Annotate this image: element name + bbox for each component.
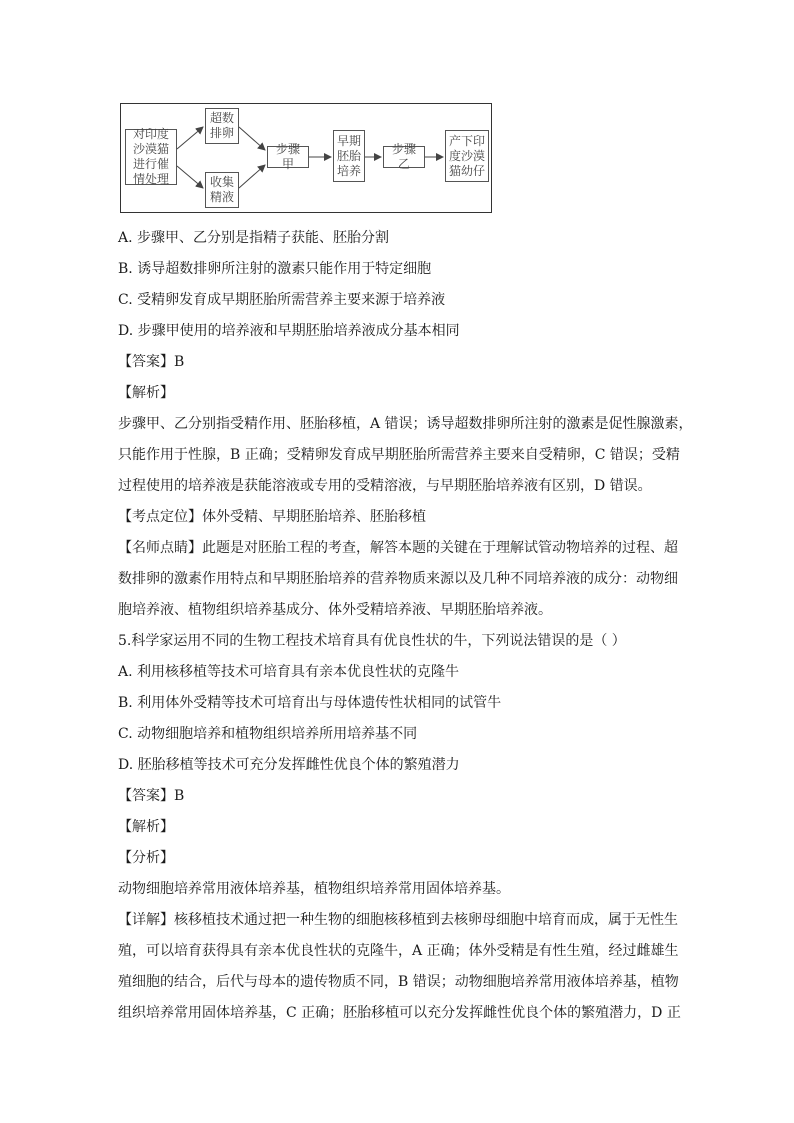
process-flow-diagram [120,103,492,213]
q4-option-d: D. 步骤甲使用的培养液和早期胚胎培养液成分基本相同 [118,323,460,339]
q5-analysis-title: 【解析】 [118,819,174,835]
q5-fenxi-title: 【分析】 [118,850,174,866]
q4-analysis-line-2: 只能作用于性腺，B 正确；受精卵发育成早期胚胎所需营养主要来自受精卵，C 错误；受精 [118,447,680,463]
q5-answer: 【答案】B [118,788,185,804]
box-kitten-birth: 产下印度沙漠猫幼仔 [445,130,489,182]
q4-analysis-line-1: 步骤甲、乙分别指受精作用、胚胎移植，A 错误；诱导超数排卵所注射的激素是促性腺激素， [118,416,693,432]
q4-mingshi-line-1: 【名师点睛】此题是对胚胎工程的考查，解答本题的关键在于理解试管动物培养的过程、超 [118,540,678,556]
q4-analysis-title: 【解析】 [118,385,174,401]
arrow-2-4 [239,127,265,150]
box-collect-semen: 收集精液 [205,172,239,208]
q4-analysis-line-3: 过程使用的培养液是获能溶液或专用的受精溶液，与早期胚胎培养液有区别，D 错误。 [118,478,652,494]
q5-fenxi-text: 动物细胞培养常用液体培养基，植物组织培养常用固体培养基。 [118,881,510,897]
box-early-embryo-culture: 早期胚胎培养 [333,130,365,182]
arrow-1-2 [177,127,203,149]
q5-stem: 5.科学家运用不同的生物工程技术培育具有优良性状的牛，下列说法错误的是（ ） [118,633,626,649]
q4-mingshi-line-2: 数排卵的激素作用特点和早期胚胎培养的营养物质来源以及几种不同培养液的成分：动物细 [118,571,678,587]
q4-option-c: C. 受精卵发育成早期胚胎所需营养主要来源于培养液 [118,292,446,308]
q5-xiangjie-line-1: 【详解】核移植技术通过把一种生物的细胞核移植到去核卵母细胞中培育而成，属于无性生 [118,912,678,928]
q4-mingshi-line-3: 胞培养液、植物组织培养基成分、体外受精培养液、早期胚胎培养液。 [118,602,552,618]
q5-option-b: B. 利用体外受精等技术可培育出与母体遗传性状相同的试管牛 [118,695,502,711]
q4-option-a: A. 步骤甲、乙分别是指精子获能、胚胎分割 [118,230,390,246]
box-step-yi: 步骤乙 [383,146,425,168]
q5-option-a: A. 利用核移植等技术可培育具有亲本优良性状的克隆牛 [118,664,460,680]
box-superovulation: 超数排卵 [205,108,239,144]
q5-xiangjie-line-4: 组织培养常用固体培养基，C 正确；胚胎移植可以充分发挥雌性优良个体的繁殖潜力，D 正 [118,1005,681,1021]
q4-kaodian: 【考点定位】体外受精、早期胚胎培养、胚胎移植 [118,509,426,525]
q5-option-c: C. 动物细胞培养和植物组织培养所用培养基不同 [118,726,418,742]
box-step-jia: 步骤甲 [267,146,309,168]
q5-option-d: D. 胚胎移植等技术可充分发挥雌性优良个体的繁殖潜力 [118,757,460,773]
arrow-3-4 [239,165,265,188]
q4-option-b: B. 诱导超数排卵所注射的激素只能作用于特定细胞 [118,261,432,277]
box-estrus-treatment: 对印度沙漠猫进行催情处理 [125,129,177,185]
q5-xiangjie-line-3: 殖细胞的结合，后代与母本的遗传物质不同，B 错误；动物细胞培养常用液体培养基，植物 [118,974,679,990]
arrow-1-3 [177,166,203,188]
q4-answer: 【答案】B [118,354,185,370]
q5-xiangjie-line-2: 殖，可以培育获得具有亲本优良性状的克隆牛，A 正确；体外受精是有性生殖，经过雌雄生 [118,943,679,959]
